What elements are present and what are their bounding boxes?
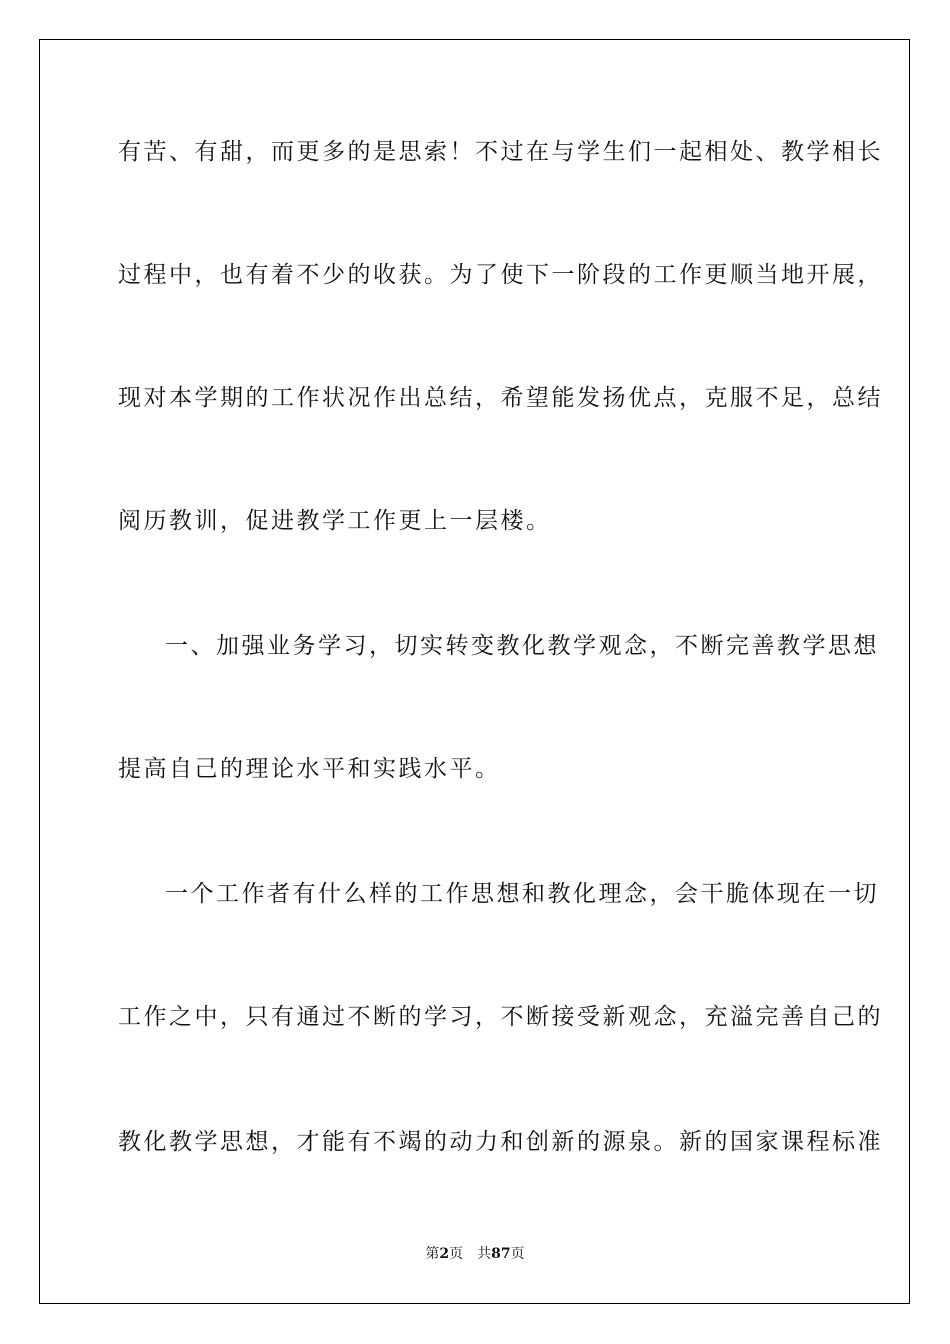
page-footer — [0, 1245, 950, 1263]
total-prefix: 共 — [477, 1246, 492, 1262]
paragraph-line-2: 工作之中，只有通过不断的学习，不断接受新观念，充溢完善自己的 — [118, 1004, 883, 1030]
paragraph-line-3: 教化教学思想，才能有不竭的动力和创新的源泉。新的国家课程标准 — [118, 1129, 883, 1155]
paragraph-line-1: 一个工作者有什么样的工作思想和教化理念，会干脆体现在一切 — [165, 881, 879, 907]
page-number: 2 — [439, 1246, 450, 1262]
body-line-4: 阅历教训，促进教学工作更上一层楼。 — [118, 508, 552, 534]
total-suffix: 页 — [510, 1246, 525, 1262]
section-heading-line-2: 提高自己的理论水平和实践水平。 — [118, 756, 501, 782]
total-pages: 87 — [491, 1246, 511, 1262]
body-line-3: 现对本学期的工作状况作出总结，希望能发扬优点，克服不足，总结 — [118, 385, 883, 411]
body-line-2: 过程中，也有着不少的收获。为了使下一阶段的工作更顺当地开展， — [118, 262, 883, 288]
page-prefix: 第 — [425, 1246, 440, 1262]
page-border — [39, 39, 910, 1304]
body-line-1: 有苦、有甜，而更多的是思索！不过在与学生们一起相处、教学相长 — [118, 139, 883, 165]
page-suffix: 页 — [449, 1246, 464, 1262]
section-heading-line-1: 一、加强业务学习，切实转变教化教学观念，不断完善教学思想 — [165, 633, 879, 659]
